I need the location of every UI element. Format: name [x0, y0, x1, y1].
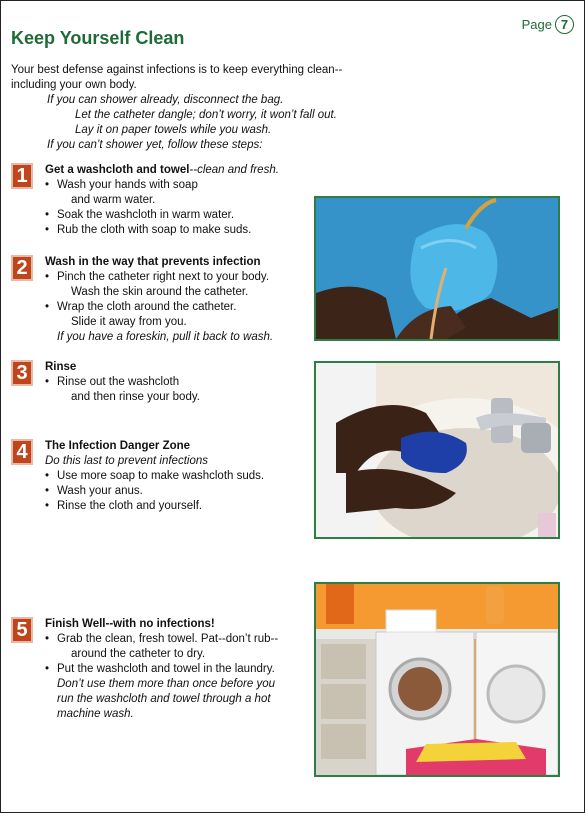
step-list: [45, 270, 311, 330]
intro-line: If you can’t shower yet, follow these steps:: [47, 139, 263, 151]
intro: [11, 63, 391, 153]
step-heading-suffix: --clean and fresh.: [189, 164, 279, 176]
list-item-text: Rinse out the washcloth: [57, 376, 180, 388]
list-item-text: and warm water.: [71, 194, 156, 206]
list-item-text: Wash your hands with soap: [57, 179, 198, 191]
list-item-text: and then rinse your body.: [71, 391, 200, 403]
photo-washcloth-catheter: [314, 196, 560, 341]
page-number-badge: 7: [555, 15, 574, 34]
intro-line: including your own body.: [11, 79, 137, 91]
page-number: [522, 15, 574, 34]
step-2: [11, 255, 311, 345]
step-number-badge: 3: [11, 360, 33, 386]
intro-line: Your best defense against infections is to keep everything clean--: [11, 64, 343, 76]
step-note: machine wash.: [57, 708, 134, 720]
step-heading: Rinse: [45, 361, 77, 373]
washcloth-photo-illustration: [316, 198, 558, 339]
step-note: If you have a foreskin, pull it back to wash.: [57, 331, 274, 343]
list-item: [45, 300, 311, 330]
step-number-badge: 4: [11, 439, 33, 465]
intro-line: Let the catheter dangle; don’t worry, it won’t fall out.: [75, 109, 337, 121]
list-item: [45, 375, 311, 405]
step-note: run the washcloth and towel through a hot: [57, 693, 271, 705]
list-item: • Rub the cloth with soap to make suds.: [45, 223, 311, 238]
list-item: • Use more soap to make washcloth suds.: [45, 469, 311, 484]
step-1: [11, 163, 311, 238]
step-list: [45, 632, 311, 677]
step-number-badge: 1: [11, 163, 33, 189]
step-3: [11, 360, 311, 405]
photo-laundry: [314, 582, 560, 777]
step-4: [11, 439, 311, 514]
step-heading: The Infection Danger Zone: [45, 440, 191, 452]
sink-photo-illustration: [316, 363, 558, 537]
list-item: • Rinse the cloth and yourself.: [45, 499, 311, 514]
list-item: • Put the washcloth and towel in the laundry.: [45, 662, 311, 677]
step-5: [11, 617, 311, 722]
list-item: [45, 178, 311, 208]
list-item-text: around the catheter to dry.: [71, 648, 206, 660]
list-item: [45, 270, 311, 300]
laundry-photo-illustration: [316, 584, 558, 775]
step-note: Don’t use them more than once before you: [57, 678, 275, 690]
step-list: [45, 375, 311, 405]
step-list: [45, 469, 311, 514]
page-label: Page: [521, 17, 552, 32]
list-item-text: Pinch the catheter right next to your body.: [57, 271, 270, 283]
step-heading: Wash in the way that prevents infection: [45, 256, 261, 268]
page-title: Keep Yourself Clean: [11, 28, 185, 48]
list-item: • Wash your anus.: [45, 484, 311, 499]
list-item-text: Grab the clean, fresh towel. Pat--don’t rub--: [57, 633, 279, 645]
step-number-badge: 2: [11, 255, 33, 281]
step-heading: [45, 163, 311, 178]
list-item: [45, 632, 311, 662]
intro-line: If you can shower already, disconnect the bag.: [47, 94, 284, 106]
step-heading-text: Get a washcloth and towel: [45, 164, 190, 176]
step-subheading: Do this last to prevent infections: [45, 455, 208, 467]
list-item-text: Slide it away from you.: [71, 316, 187, 328]
step-list: [45, 178, 311, 238]
list-item-text: Wash the skin around the catheter.: [71, 286, 249, 298]
intro-line: Lay it on paper towels while you wash.: [75, 124, 272, 136]
step-heading: Finish Well--with no infections!: [45, 618, 215, 630]
photo-rinse-sink: [314, 361, 560, 539]
list-item: • Soak the washcloth in warm water.: [45, 208, 311, 223]
list-item-text: Wrap the cloth around the catheter.: [57, 301, 237, 313]
step-number-badge: 5: [11, 617, 33, 643]
